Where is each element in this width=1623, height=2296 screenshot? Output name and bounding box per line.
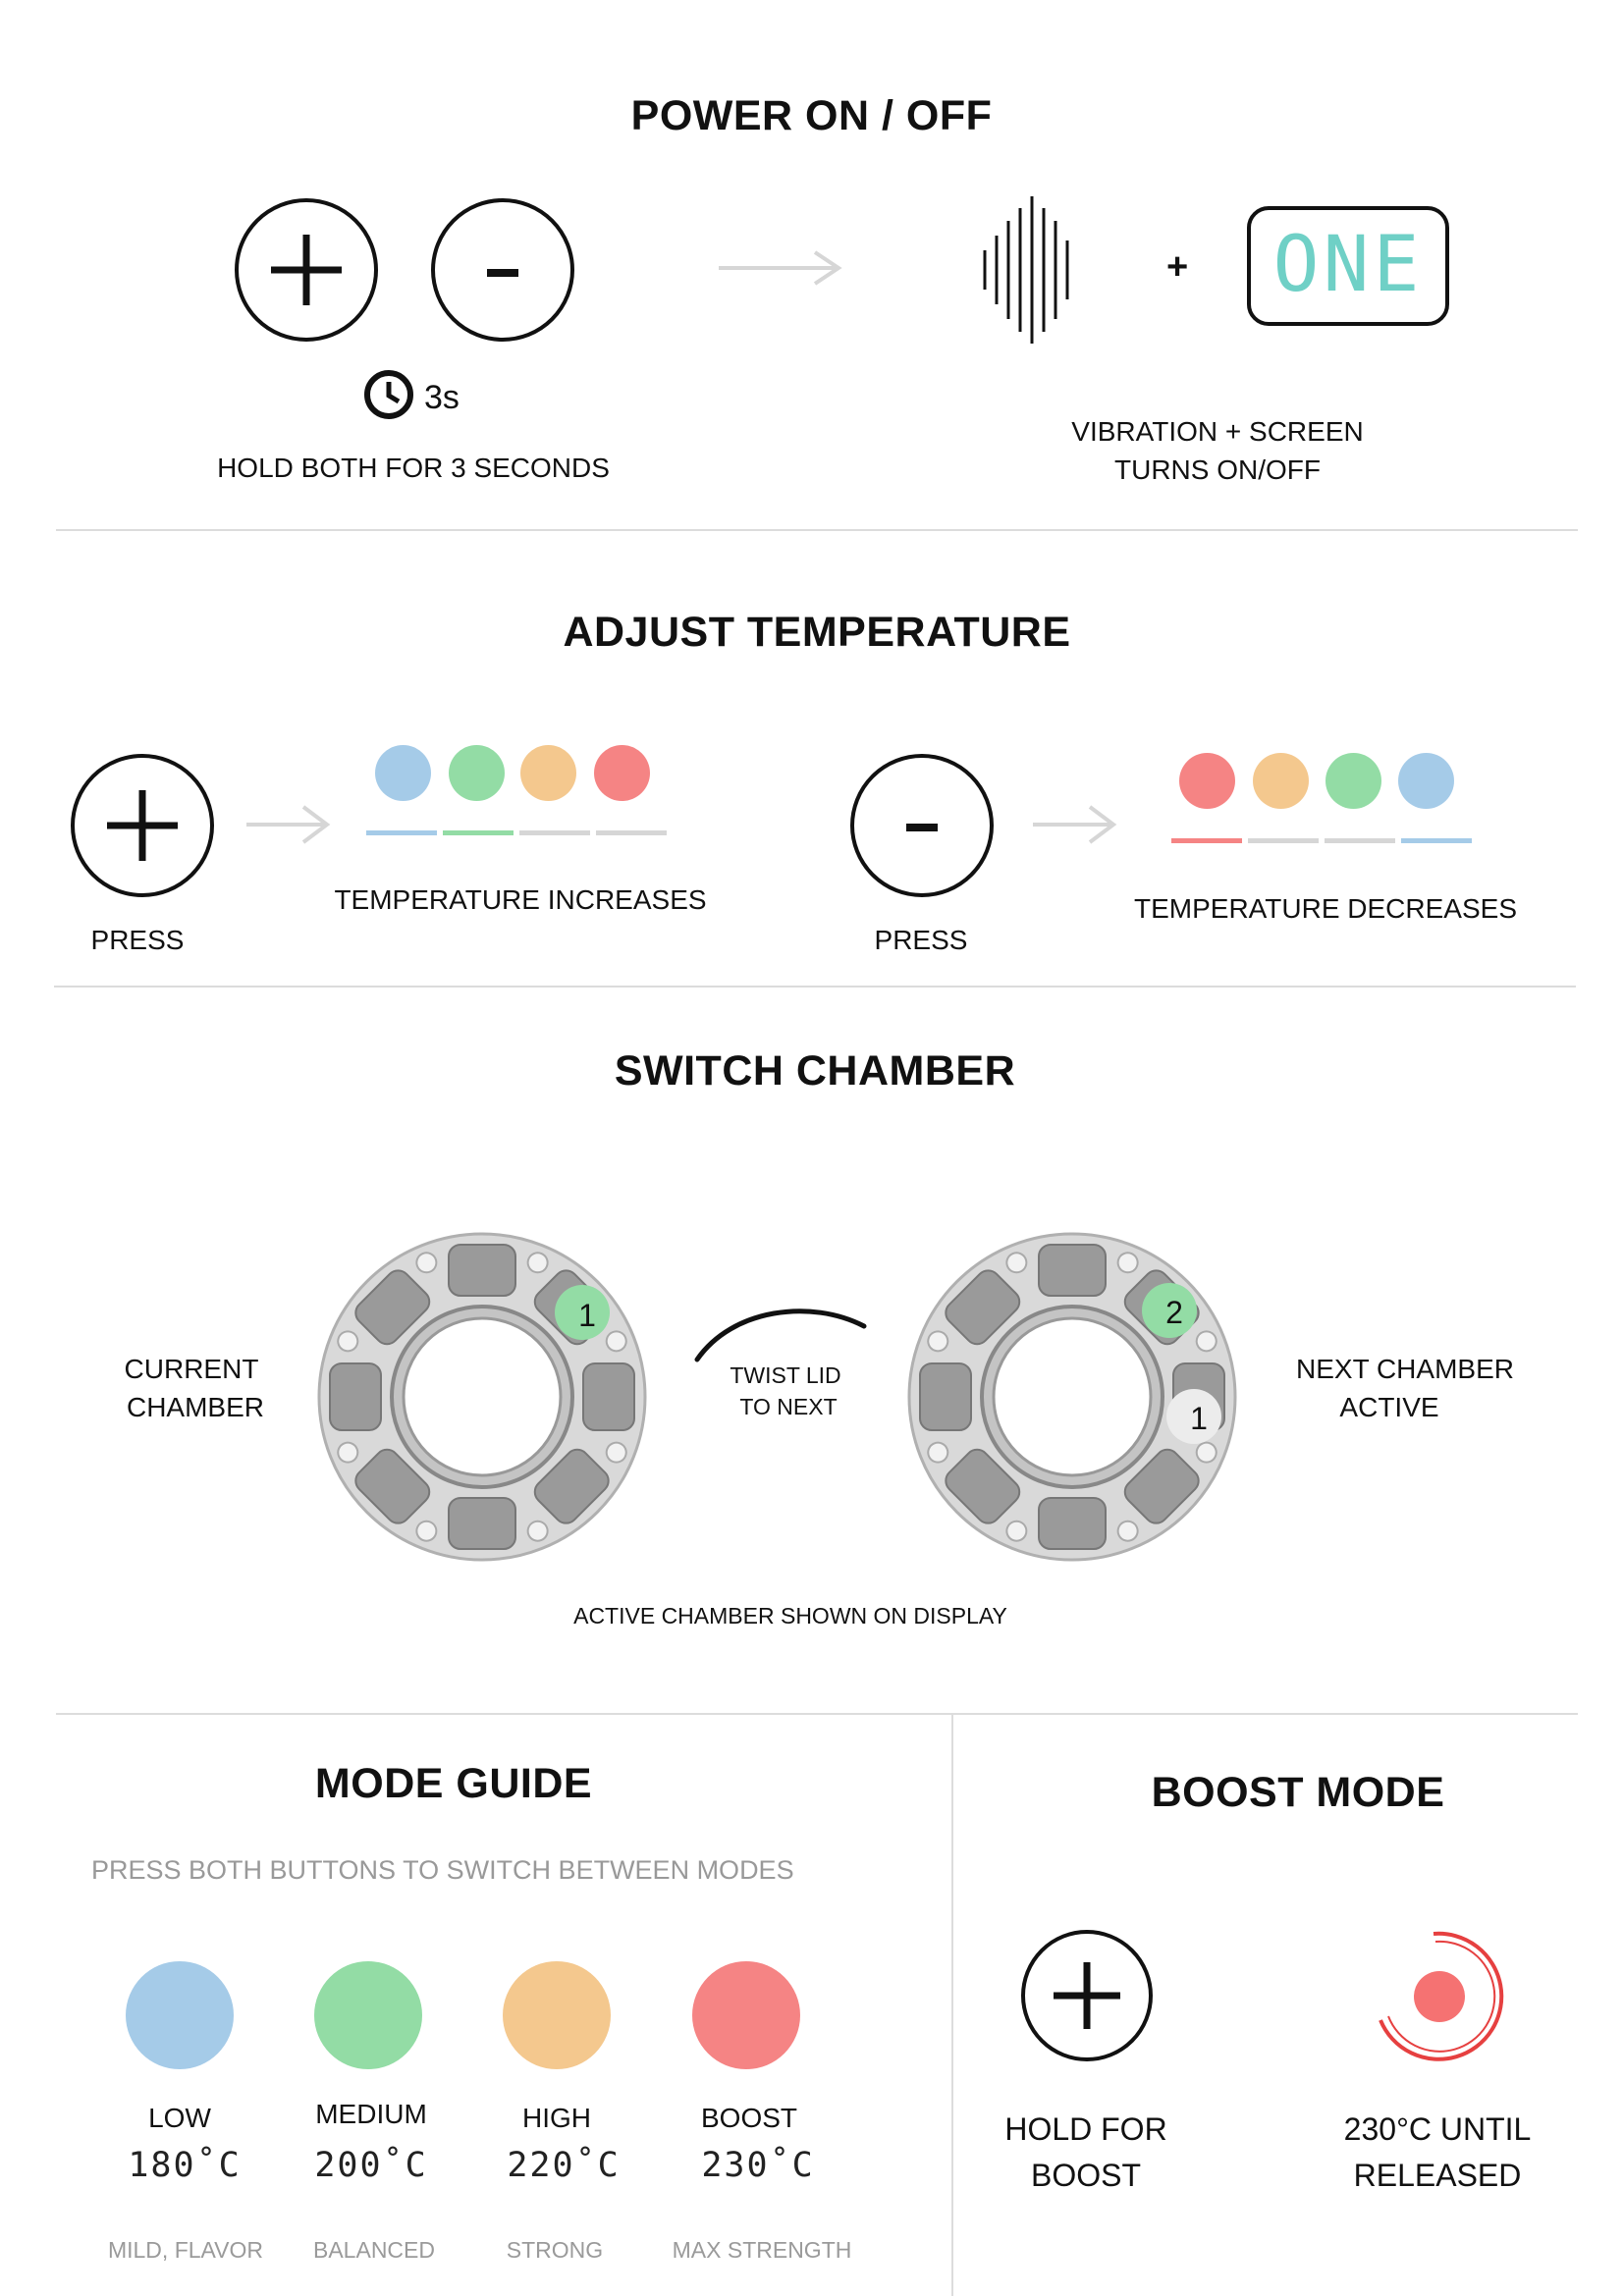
plus-icon <box>235 198 378 342</box>
boost-temp-dot <box>1179 753 1235 809</box>
next-chamber-line1: NEXT CHAMBER <box>1296 1354 1514 1384</box>
next-chamber-line2: ACTIVE <box>1339 1392 1439 1422</box>
high-temp-dot <box>1253 753 1309 809</box>
section-divider-1 <box>56 529 1578 531</box>
medium-temp-dot <box>449 745 505 801</box>
boost-temp-dot <box>594 745 650 801</box>
hold-both-caption: HOLD BOTH FOR 3 SECONDS <box>217 453 610 483</box>
hold-for-boost-line2: BOOST <box>1030 2158 1141 2193</box>
decrease-level-bar <box>1171 838 1242 843</box>
mode-medium-dot <box>314 1961 422 2069</box>
plus-icon <box>1021 1930 1153 2061</box>
next-chamber-number: 2 <box>1165 1295 1183 1330</box>
arrow-right-icon <box>717 248 844 288</box>
increase-level-bar <box>519 830 590 835</box>
mode-guide-subtitle: PRESS BOTH BUTTONS TO SWITCH BETWEEN MODES <box>91 1855 794 1885</box>
vertical-divider <box>951 1714 953 2296</box>
decrease-level-bar <box>1325 838 1395 843</box>
mode-high-desc: STRONG <box>506 2237 604 2263</box>
chamber-wheel-current <box>315 1230 649 1564</box>
chamber-section-title: SWITCH CHAMBER <box>614 1047 1016 1095</box>
vibration-result-line2: TURNS ON/OFF <box>1114 454 1321 485</box>
vibration-plus-sign: + <box>1166 246 1189 288</box>
section-divider-3 <box>56 1713 1578 1715</box>
mode-medium-name: MEDIUM <box>315 2099 427 2129</box>
vibration-result-line1: VIBRATION + SCREEN <box>1071 416 1364 447</box>
increase-level-bar <box>366 830 437 835</box>
boost-temp-line2: RELEASED <box>1353 2158 1522 2193</box>
mode-high-name: HIGH <box>522 2103 591 2133</box>
hold-timer-label: 3s <box>424 379 460 416</box>
mode-high-temp: 220˚C <box>507 2146 621 2185</box>
current-chamber-number: 1 <box>578 1298 596 1333</box>
medium-temp-dot <box>1325 753 1381 809</box>
decrease-level-bar <box>1401 838 1472 843</box>
increase-level-bar <box>596 830 667 835</box>
display-screen-text: ONE <box>1272 221 1424 309</box>
temp-minus-button[interactable] <box>850 754 994 897</box>
temp-plus-button[interactable] <box>71 754 214 897</box>
mode-boost-temp: 230˚C <box>701 2146 815 2185</box>
decrease-level-bar <box>1248 838 1319 843</box>
chamber-wheel-next <box>905 1230 1239 1564</box>
twist-lid-line1: TWIST LID <box>730 1362 841 1388</box>
arrow-right-icon <box>1031 803 1119 846</box>
active-chamber-footer: ACTIVE CHAMBER SHOWN ON DISPLAY <box>573 1603 1007 1629</box>
mode-boost-name: BOOST <box>700 2103 797 2133</box>
vibration-icon <box>982 196 1070 344</box>
high-temp-dot <box>520 745 576 801</box>
temperature-increases-caption: TEMPERATURE INCREASES <box>334 884 707 915</box>
current-chamber-line2: CHAMBER <box>126 1392 264 1422</box>
section-divider-2 <box>54 986 1576 988</box>
low-temp-dot <box>375 745 431 801</box>
minus-icon <box>850 754 994 897</box>
power-section-title: POWER ON / OFF <box>630 92 993 139</box>
mode-medium-desc: BALANCED <box>313 2237 435 2263</box>
temperature-section-title: ADJUST TEMPERATURE <box>563 609 1071 656</box>
current-chamber-line1: CURRENT <box>124 1354 259 1384</box>
minus-button[interactable] <box>431 198 574 342</box>
mode-low-name: LOW <box>148 2103 211 2133</box>
mode-boost-desc: MAX STRENGTH <box>672 2237 852 2263</box>
increase-press-label: PRESS <box>90 925 185 955</box>
boost-mode-title: BOOST MODE <box>1151 1769 1445 1816</box>
plus-icon <box>71 754 214 897</box>
mode-low-temp: 180˚C <box>128 2146 242 2185</box>
hold-for-boost-line1: HOLD FOR <box>1004 2111 1167 2147</box>
mode-guide-title: MODE GUIDE <box>314 1760 593 1807</box>
previous-chamber-number: 1 <box>1190 1401 1208 1436</box>
clock-icon <box>362 368 415 421</box>
arrow-right-icon <box>244 803 333 846</box>
minus-icon <box>431 198 574 342</box>
display-screen <box>1247 206 1449 326</box>
boost-plus-button[interactable] <box>1021 1930 1153 2061</box>
decrease-press-label: PRESS <box>874 925 968 955</box>
increase-level-bar <box>443 830 514 835</box>
mode-boost-dot <box>692 1961 800 2069</box>
mode-low-dot <box>126 1961 234 2069</box>
low-temp-dot <box>1398 753 1454 809</box>
temperature-decreases-caption: TEMPERATURE DECREASES <box>1134 893 1517 924</box>
mode-medium-temp: 200˚C <box>314 2146 428 2185</box>
mode-low-desc: MILD, FLAVOR <box>107 2237 264 2263</box>
mode-high-dot <box>503 1961 611 2069</box>
plus-button[interactable] <box>235 198 378 342</box>
twist-lid-line2: TO NEXT <box>739 1394 838 1419</box>
boost-heat-icon <box>1371 1928 1508 2065</box>
boost-temp-line1: 230°C UNTIL <box>1343 2111 1532 2147</box>
